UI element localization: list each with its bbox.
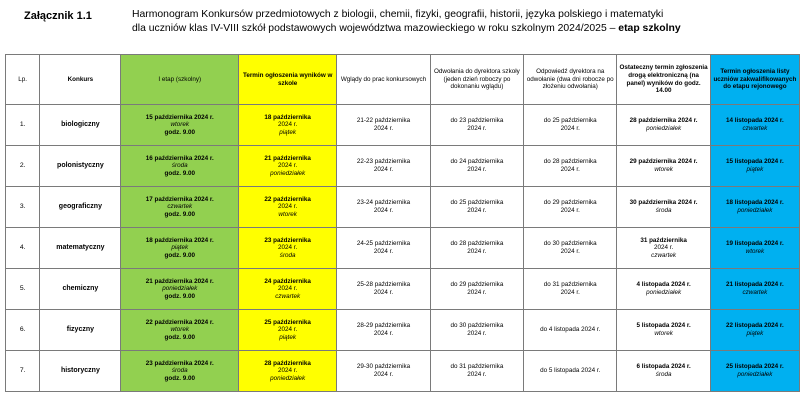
- results-date: 24 października: [264, 277, 311, 285]
- review-date: 21-22 października: [356, 117, 411, 125]
- row-number: 5.: [6, 269, 40, 310]
- results-day: piątek: [279, 128, 297, 136]
- final-date: 4 listopada 2024 r.: [636, 281, 691, 289]
- final-cell: [617, 187, 710, 228]
- stage1-time: godz. 9.00: [164, 333, 195, 341]
- response-cell: [524, 146, 617, 187]
- list-cell: [710, 187, 799, 228]
- results-date: 22 października: [264, 195, 311, 203]
- final-day: wtorek: [654, 166, 673, 173]
- results-date: 18 października: [264, 113, 311, 121]
- final-cell: [617, 146, 710, 187]
- header-ostateczny-termin: Ostateczny termin zgłoszenia drogą elektroniczną (na panel) wyników do godz. 14.00: [617, 55, 710, 105]
- response-cell: [524, 351, 617, 392]
- review-year: 2024 r.: [373, 289, 394, 296]
- list-date: 15 listopada 2024 r.: [726, 158, 784, 166]
- document-header: [0, 0, 800, 50]
- table-row: [6, 187, 800, 228]
- response-cell: [524, 228, 617, 269]
- review-date: 28-29 października: [356, 322, 411, 330]
- table-row: [6, 228, 800, 269]
- header-odwolania: Odwołania do dyrektora szkoły (jeden dzień roboczy po dokonaniu wglądu): [430, 55, 523, 105]
- list-day: wtorek: [745, 248, 765, 255]
- appeal-date: do 24 października: [450, 158, 504, 166]
- response-year: 2024 r.: [560, 166, 580, 173]
- results-year: 2024 r.: [278, 285, 298, 293]
- response-year: 2024 r.: [560, 248, 580, 255]
- header-lp: Lp.: [6, 55, 40, 105]
- contest-name: biologiczny: [40, 105, 121, 146]
- stage1-date: 17 października 2024 r.: [145, 195, 214, 203]
- stage1-date: 15 października 2024 r.: [145, 113, 214, 121]
- row-number: 7.: [6, 351, 40, 392]
- title-stage: etap szkolny: [618, 23, 681, 34]
- results-day: poniedziałek: [270, 374, 306, 382]
- results-date: 23 października: [264, 236, 311, 244]
- stage1-date: 23 października 2024 r.: [145, 359, 214, 367]
- row-number: 4.: [6, 228, 40, 269]
- appeal-cell: [430, 310, 523, 351]
- stage1-day: wtorek: [170, 121, 190, 129]
- response-date: do 25 października: [543, 117, 597, 125]
- final-day: środa: [655, 371, 672, 378]
- stage1-time: godz. 9.00: [164, 292, 195, 300]
- appeal-year: 2024 r.: [467, 330, 487, 337]
- results-year: 2024 r.: [278, 203, 298, 211]
- stage1-date: 18 października 2024 r.: [145, 236, 214, 244]
- appeal-date: do 29 października: [450, 281, 504, 289]
- appeal-date: do 25 października: [450, 199, 504, 207]
- results-day: poniedziałek: [270, 169, 306, 177]
- final-cell: [617, 105, 710, 146]
- table-row: [6, 310, 800, 351]
- response-year: 2024 r.: [560, 289, 580, 296]
- list-day: czwartek: [742, 125, 768, 132]
- appeal-cell: [430, 105, 523, 146]
- results-year: 2024 r.: [278, 162, 298, 170]
- results-cell: [239, 351, 337, 392]
- review-cell: [337, 269, 430, 310]
- header-konkurs: Konkurs: [40, 55, 121, 105]
- review-date: 23-24 października: [356, 199, 411, 207]
- stage1-date: 16 października 2024 r.: [145, 154, 214, 162]
- results-day: piątek: [279, 333, 297, 341]
- attachment-label: Załącznik 1.1: [24, 10, 92, 22]
- results-cell: [239, 187, 337, 228]
- results-year: 2024 r.: [278, 244, 298, 252]
- header-termin-ogloszenia: Termin ogłoszenia wyników w szkole: [239, 55, 337, 105]
- contest-name: matematyczny: [40, 228, 121, 269]
- list-date: 18 listopada 2024 r.: [726, 199, 784, 207]
- appeal-date: do 28 października: [450, 240, 504, 248]
- review-date: 24-25 października: [356, 240, 411, 248]
- response-cell: [524, 269, 617, 310]
- final-year: 2024 r.: [653, 244, 674, 252]
- results-year: 2024 r.: [278, 326, 298, 334]
- response-cell: [524, 105, 617, 146]
- stage1-day: wtorek: [170, 326, 190, 334]
- final-day: poniedziałek: [646, 289, 682, 296]
- list-date: 25 listopada 2024 r.: [726, 363, 784, 371]
- review-year: 2024 r.: [373, 166, 394, 173]
- response-year: 2024 r.: [560, 207, 580, 214]
- row-number: 3.: [6, 187, 40, 228]
- results-date: 21 października: [264, 154, 311, 162]
- header-row: [6, 55, 800, 105]
- schedule-table: [5, 54, 800, 392]
- review-year: 2024 r.: [373, 371, 394, 378]
- results-cell: [239, 310, 337, 351]
- review-cell: [337, 228, 430, 269]
- stage1-cell: [121, 351, 239, 392]
- list-cell: [710, 105, 799, 146]
- appeal-cell: [430, 269, 523, 310]
- appeal-cell: [430, 228, 523, 269]
- list-day: czwartek: [742, 289, 768, 296]
- response-date: do 28 października: [543, 158, 597, 166]
- review-date: 22-23 października: [356, 158, 411, 166]
- response-date: do 30 października: [543, 240, 597, 248]
- table-row: [6, 105, 800, 146]
- review-cell: [337, 310, 430, 351]
- results-day: środa: [279, 251, 296, 259]
- title-line-2: dla uczniów klas IV-VIII szkół podstawowych województwa mazowieckiego w roku szkolnym 2024/2025 – etap szkolny: [132, 23, 681, 34]
- list-date: 14 listopada 2024 r.: [726, 117, 784, 125]
- row-number: 1.: [6, 105, 40, 146]
- list-day: poniedziałek: [737, 371, 773, 378]
- final-cell: [617, 269, 710, 310]
- review-year: 2024 r.: [373, 248, 394, 255]
- results-cell: [239, 105, 337, 146]
- review-cell: [337, 105, 430, 146]
- appeal-date: do 31 października: [450, 363, 504, 371]
- final-date: 31 października: [640, 236, 687, 244]
- final-cell: [617, 310, 710, 351]
- table-row: [6, 146, 800, 187]
- response-date: do 31 października: [543, 281, 597, 289]
- final-day: czwartek: [651, 251, 677, 259]
- list-day: piątek: [746, 330, 764, 337]
- results-date: 28 października: [264, 359, 311, 367]
- results-date: 25 października: [264, 318, 311, 326]
- stage1-time: godz. 9.00: [164, 210, 195, 218]
- list-cell: [710, 269, 799, 310]
- stage1-cell: [121, 310, 239, 351]
- stage1-day: czwartek: [167, 203, 193, 211]
- row-number: 2.: [6, 146, 40, 187]
- review-cell: [337, 351, 430, 392]
- stage1-cell: [121, 269, 239, 310]
- stage1-time: godz. 9.00: [164, 251, 195, 259]
- final-date: 6 listopada 2024 r.: [636, 363, 691, 371]
- review-year: 2024 r.: [373, 125, 394, 132]
- stage1-cell: [121, 146, 239, 187]
- contest-name: chemiczny: [40, 269, 121, 310]
- final-day: poniedziałek: [646, 125, 682, 132]
- results-day: czwartek: [275, 292, 301, 300]
- appeal-year: 2024 r.: [467, 207, 487, 214]
- response-date: do 4 listopada 2024 r.: [540, 326, 601, 334]
- appeal-year: 2024 r.: [467, 248, 487, 255]
- list-day: poniedziałek: [737, 207, 773, 214]
- list-cell: [710, 310, 799, 351]
- final-day: wtorek: [654, 330, 673, 337]
- appeal-cell: [430, 146, 523, 187]
- header-odpowiedz: Odpowiedź dyrektora na odwołanie (dwa dni robocze po złożeniu odwołania): [524, 55, 617, 105]
- stage1-day: środa: [171, 162, 188, 170]
- appeal-date: do 30 października: [450, 322, 504, 330]
- stage1-time: godz. 9.00: [164, 169, 195, 177]
- final-date: 30 października 2024 r.: [629, 199, 698, 207]
- stage1-day: środa: [171, 367, 188, 375]
- stage1-date: 21 października 2024 r.: [145, 277, 214, 285]
- appeal-year: 2024 r.: [467, 289, 487, 296]
- response-date: do 29 października: [543, 199, 597, 207]
- review-cell: [337, 187, 430, 228]
- review-date: 29-30 października: [356, 363, 411, 371]
- appeal-cell: [430, 187, 523, 228]
- stage1-time: godz. 9.00: [164, 374, 195, 382]
- document-title: [132, 8, 792, 36]
- final-day: środa: [655, 207, 672, 214]
- list-day: piątek: [746, 166, 764, 173]
- stage1-cell: [121, 187, 239, 228]
- review-year: 2024 r.: [373, 207, 394, 214]
- contest-name: polonistyczny: [40, 146, 121, 187]
- final-date: 29 października 2024 r.: [629, 158, 698, 166]
- results-cell: [239, 146, 337, 187]
- appeal-date: do 23 października: [450, 117, 504, 125]
- results-day: wtorek: [278, 210, 297, 218]
- appeal-year: 2024 r.: [467, 371, 487, 378]
- contest-name: geograficzny: [40, 187, 121, 228]
- appeal-year: 2024 r.: [467, 125, 487, 132]
- response-cell: [524, 310, 617, 351]
- stage1-cell: [121, 228, 239, 269]
- review-year: 2024 r.: [373, 330, 394, 337]
- stage1-day: piątek: [171, 244, 189, 252]
- header-wglady: Wglądy do prac konkursowych: [337, 55, 430, 105]
- appeal-cell: [430, 351, 523, 392]
- stage1-time: godz. 9.00: [164, 128, 195, 136]
- response-cell: [524, 187, 617, 228]
- stage1-day: poniedziałek: [162, 285, 198, 293]
- contest-name: historyczny: [40, 351, 121, 392]
- final-date: 5 listopada 2024 r.: [636, 322, 691, 330]
- list-date: 21 listopada 2024 r.: [726, 281, 784, 289]
- header-lista-uczniow: Termin ogłoszenia listy uczniów zakwalifikowanych do etapu rejonowego: [710, 55, 799, 105]
- table-row: [6, 269, 800, 310]
- appeal-year: 2024 r.: [467, 166, 487, 173]
- final-cell: [617, 228, 710, 269]
- results-cell: [239, 228, 337, 269]
- stage1-date: 22 października 2024 r.: [145, 318, 214, 326]
- review-cell: [337, 146, 430, 187]
- final-date: 28 października 2024 r.: [629, 117, 698, 125]
- table-row: [6, 351, 800, 392]
- response-date: do 5 listopada 2024 r.: [540, 367, 601, 375]
- response-year: 2024 r.: [560, 125, 580, 132]
- row-number: 6.: [6, 310, 40, 351]
- list-date: 19 listopada 2024 r.: [726, 240, 784, 248]
- header-etap1: I etap (szkolny): [121, 55, 239, 105]
- list-date: 22 listopada 2024 r.: [726, 322, 784, 330]
- results-year: 2024 r.: [278, 121, 298, 129]
- contest-name: fizyczny: [40, 310, 121, 351]
- list-cell: [710, 146, 799, 187]
- list-cell: [710, 228, 799, 269]
- final-cell: [617, 351, 710, 392]
- list-cell: [710, 351, 799, 392]
- title-line-1: Harmonogram Konkursów przedmiotowych z biologii, chemii, fizyki, geografii, historii, języka polskiego i matematyki: [132, 9, 664, 20]
- results-year: 2024 r.: [278, 367, 298, 375]
- stage1-cell: [121, 105, 239, 146]
- results-cell: [239, 269, 337, 310]
- review-date: 25-28 października: [356, 281, 411, 289]
